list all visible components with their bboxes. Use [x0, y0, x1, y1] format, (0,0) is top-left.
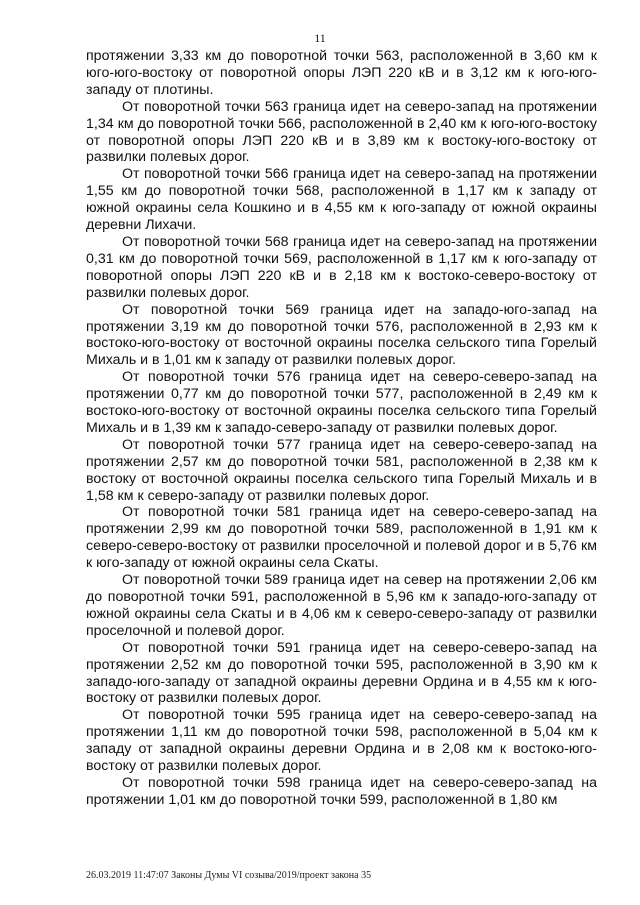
page-number: 11	[314, 31, 326, 45]
paragraph-point-595: От поворотной точки 595 граница идет на северо-северо-запад на протяжении 1,11 км до поворотной точки 598, расположенной в 5,04 км к западу от западной окраины деревни Ордина и в 2,08 км к востоко-юго-востоку от развилки полевых дорог.	[86, 707, 597, 775]
paragraph-point-566: От поворотной точки 566 граница идет на северо-запад на протяжении 1,55 км до поворотной точки 568, расположенной в 1,17 км к западу от южной окраины села Кошкино и в 4,55 км к юго-западу от южной окраины деревни Лихачи.	[86, 166, 597, 234]
paragraph-point-563: От поворотной точки 563 граница идет на северо-запад на протяжении 1,34 км до поворотной точки 566, расположенной в 2,40 км к юго-юго-востоку от поворотной опоры ЛЭП 220 кВ и в 3,89 км к востоку-юго-востоку от развилки полевых дорог.	[86, 98, 597, 166]
paragraph-point-589: От поворотной точки 589 граница идет на север на протяжении 2,06 км до поворотной точки 591, расположенной в 5,96 км к западо-юго-западу от южной окраины села Скаты и в 4,06 км к северо-северо-западу от развилки проселочной и полевой дорог.	[86, 572, 597, 639]
paragraph-point-568: От поворотной точки 568 граница идет на северо-запад на протяжении 0,31 км до поворотной точки 569, расположенной в 1,17 км к юго-западу от поворотной опоры ЛЭП 220 кВ и в 2,18 км к востоко-северо-востоку от развилки полевых дорог.	[86, 233, 597, 301]
paragraph-point-581: От поворотной точки 581 граница идет на северо-северо-запад на протяжении 2,99 км до поворотной точки 589, расположенной в 1,91 км к северо-северо-востоку от развилки проселочной и полевой дорог и в 5,76 км к юго-западу от южной окраины села Скаты.	[86, 504, 597, 572]
document-body	[86, 48, 597, 809]
document-footer: 26.03.2019 11:47:07 Законы Думы VI созыва/2019/проект закона 35	[86, 870, 372, 881]
paragraph-point-577: От поворотной точки 577 граница идет на северо-северо-запад на протяжении 2,57 км до поворотной точки 581, расположенной в 2,38 км к востоку от восточной окраины поселка сельского типа Горелый Михаль и в 1,58 км к северо-западу от развилки полевых дорог.	[86, 436, 597, 504]
paragraph-continuation: протяжении 3,33 км до поворотной точки 563, расположенной в 3,60 км к юго-юго-востоку от поворотной опоры ЛЭП 220 кВ и в 3,12 км к юго-юго-западу от плотины.	[86, 48, 597, 98]
paragraph-point-576: От поворотной точки 576 граница идет на северо-северо-запад на протяжении 0,77 км до поворотной точки 577, расположенной в 2,49 км к востоко-юго-востоку от восточной окраины поселка сельского типа Горелый Михаль и в 1,39 км к западо-северо-западу от развилки полевых дорог.	[86, 369, 597, 436]
paragraph-point-591: От поворотной точки 591 граница идет на северо-северо-запад на протяжении 2,52 км до поворотной точки 595, расположенной в 3,90 км к западо-юго-западу от западной окраины деревни Ордина и в 4,55 км к юго-востоку от развилки полевых дорог.	[86, 639, 597, 707]
paragraph-point-569: От поворотной точки 569 граница идет на западо-юго-запад на протяжении 3,19 км до поворотной точки 576, расположенной в 2,93 км к востоко-юго-востоку от восточной окраины поселка сельского типа Горелый Михаль и в 1,01 км к западу от развилки полевых дорог.	[86, 301, 597, 369]
paragraph-point-598: От поворотной точки 598 граница идет на северо-северо-запад на протяжении 1,01 км до поворотной точки 599, расположенной в 1,80 км	[86, 774, 597, 808]
